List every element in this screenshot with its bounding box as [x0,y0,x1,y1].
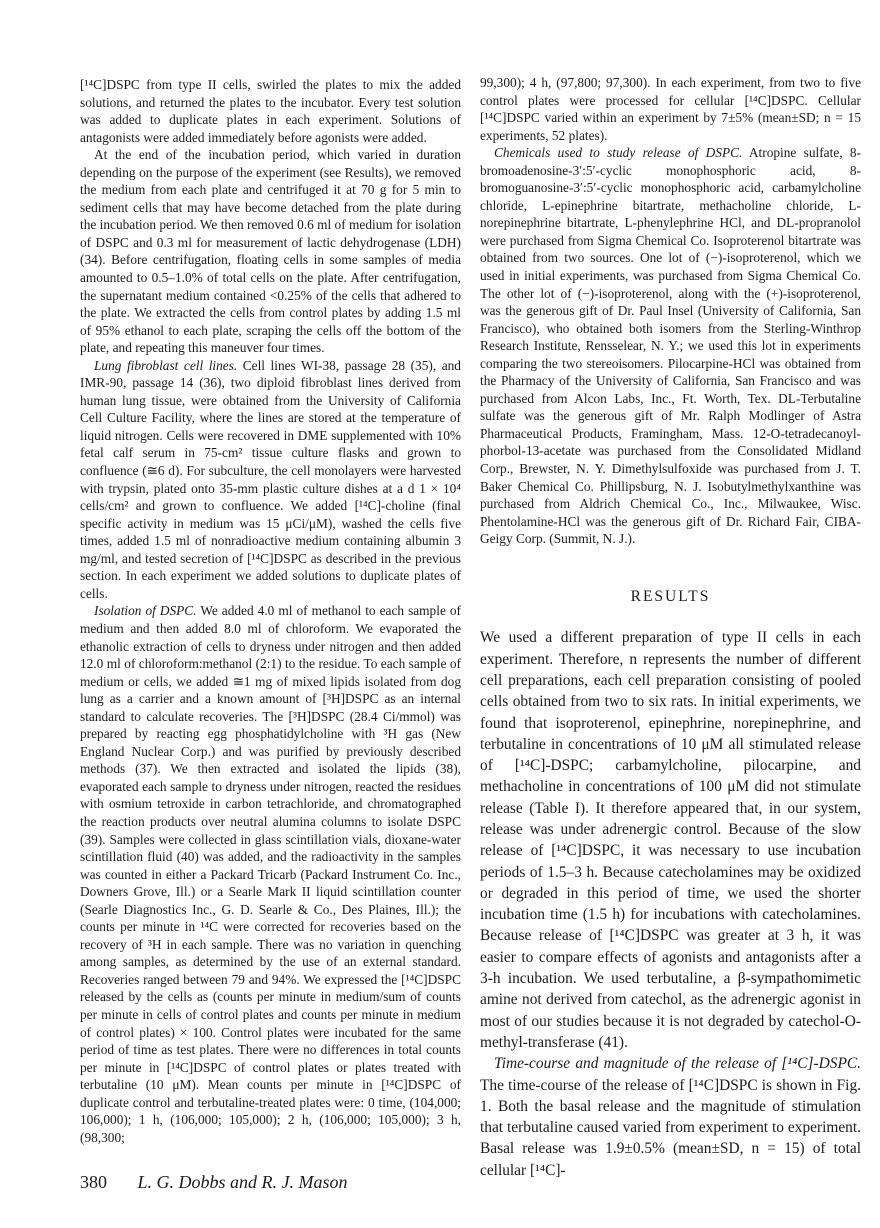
section-heading-results: RESULTS [630,587,711,605]
paragraph-fibroblast [80,357,461,603]
paragraph-isolation [80,602,461,1146]
paragraph-results-intro: We used a different preparation of type II cells in each experiment. Therefore, n represents the number of different cell preparations, each cell preparation consisting of pooled cells obtained from two to six rats. In initial experiments, we found that isoproterenol, epinephrine, norepinephrine, and terbutaline in concentrations of 10 μM all stimulated release of [¹⁴C]-DSPC; carbamylcholine, pilocarpine, and methacholine in concentrations of 100 μM did not stimulate release (Table I). It therefore appeared that, in our system, release was under adrenergic control. Because of the slow release of [¹⁴C]DSPC, it was necessary to use incubation periods of 1.5–3 h. Because catecholamines may be oxidized or degraded in this period of time, we used the shorter incubation time (1.5 h) for incubations with catecholamines. Because release of [¹⁴C]DSPC was greater at 3 h, it was easier to compare effects of agonists and antagonists after a 3-h incubation. We used terbutaline, a β-sympathomimetic amine not derived from catechol, as the adrenergic agonist in most of our studies because it is not degraded by catechol-O-methyl-transferase (41). [480,629,861,1051]
right-column [480,74,861,1181]
paragraph-time-course-text: The time-course of the release of [¹⁴C]DSPC is shown in Fig. 1. Both the basal release and the magnitude of stimulation that terbutaline caused varied from experiment to experiment. Basal release was 1.9±0.5% (mean±SD, n = 15) of total cellular [¹⁴C]- [480,1076,861,1179]
results-body [480,627,861,1181]
paragraph-isolation-text: We added 4.0 ml of methanol to each sample of medium and then added 8.0 ml of chloroform. We evaporated the ethanolic extraction of cells to dryness under nitrogen and then added 12.0 ml of chloroform:methanol (2:1) to the residue. To each sample of medium or cells, we added ≅1 mg of mixed lipids isolated from dog lung as a carrier and a known amount of [³H]DSPC as an internal standard to calculate recoveries. The [³H]DSPC (28.4 Ci/mmol) was prepared by reacting egg phosphatidylcholine with ³H gas (New England Nuclear Corp.) and was purified by previously described methods (37). We then extracted and isolated the lipids (38), evaporated each sample to dryness under nitrogen, reacted the residues with osmium tetroxide in carbon tetrachloride, and chromatographed the reaction products over neutral alumina columns to isolate DSPC (39). Samples were collected in glass scintillation vials, dioxane-water scintillation fluid (40) was added, and the radioactivity in the samples was counted in either a Packard Tricarb (Packard Instrument Co. Inc., Downers Grove, Ill.) or a Searle Mark II liquid scintillation counter (Searle Diagnostics Inc., G. D. Searle & Co., Des Plaines, Ill.); the counts per minute in ¹⁴C were corrected for recoveries based on the recovery of ³H in each sample. There was no variation in quenching among samples, as determined by the use of an external standard. Recoveries ranged between 79 and 94%. We expressed the [¹⁴C]DSPC released by the cells as (counts per minute in medium/sum of counts per minute in cells of control plates and counts per minute in medium of control plates) × 100. Control plates were incubated for the same period of time as test plates. There were no differences in total counts per minute in [¹⁴C]DSPC of control plates or plates treated with terbutaline (10 μM). Mean counts per minute in [¹⁴C]DSPC of duplicate control and terbutaline-treated plates were: 0 time, (104,000; 106,000); 1 h, (106,000; 105,000); 2 h, (106,000; 105,000); 3 h, (98,300; [80,603,461,1145]
paragraph-time-course [480,1053,861,1181]
runin-heading-isolation: Isolation of DSPC. [94,603,197,619]
runin-heading-chemicals: Chemicals used to study release of DSPC. [494,145,743,161]
runin-heading-fibroblast: Lung fibroblast cell lines. [94,357,238,373]
running-authors: L. G. Dobbs and R. J. Mason [137,1172,348,1192]
paragraph-continuation: [¹⁴C]DSPC from type II cells, swirled the plates to mix the added solutions, and returned the plates to the incubator. Every test solution was added to duplicate plates in each experiment. Solutions of antagonists were added immediately before agonists were added. [80,77,461,145]
paragraph-fibroblast-text: Cell lines WI-38, passage 28 (35), and IMR-90, passage 14 (36), two diploid fibroblast lines derived from human lung tissue, were obtained from the University of California Cell Culture Facility, where the lines are stored at the temperature of liquid nitrogen. Cells were recovered in DME supplemented with 10% fetal calf serum in 75-cm² tissue culture flasks and grown to confluence (≅6 d). For subculture, the cell monolayers were harvested with trypsin, plated onto 35-mm plastic culture dishes at a d 1 × 10⁴ cells/cm² and grown to confluence. We added [¹⁴C]-choline (final specific activity in medium was 15 μCi/μM), washed the cells five times, added 1.5 ml of nonradioactive medium containing albumin 3 mg/ml, and tested secretion of [¹⁴C]DSPC as described in the previous section. In each experiment we added solutions to duplicate plates of cells. [80,357,461,601]
left-column [80,76,461,1146]
paragraph-incubation: At the end of the incubation period, which varied in duration depending on the purpose of the experiment (see Results), we removed the medium from each plate and centrifuged it at 70 g for 5 min to sediment cells that may have become detached from the plate during the incubation period. We then removed 0.6 ml of medium for isolation of DSPC and 0.3 ml for measurement of lactic dehydrogenase (LDH) (34). Before centrifugation, floating cells in some samples of media amounted to 0.5–1.0% of total cells on the plate. After centrifugation, the supernatant medium contained <0.25% of the cells that adhered to the plate. We extracted the cells from control plates by adding 1.5 ml of 95% ethanol to each plate, scraping the cells off the bottom of the plate, and repeating this maneuver four times. [80,147,461,356]
page-number: 380 [80,1172,107,1192]
runin-heading-time-course: Time-course and magnitude of the release of [¹⁴C]-DSPC. [494,1055,861,1073]
paragraph-counts-continuation: 99,300); 4 h, (97,800; 97,300). In each experiment, from two to five control plates were processed for cellular [¹⁴C]DSPC. Cellular [¹⁴C]DSPC varied within an experiment by 7±5% (mean±SD; n = 15 experiments, 52 plates). [480,75,861,143]
page-footer [80,1172,500,1193]
paragraph-chemicals [480,144,861,548]
paragraph-chemicals-text: Atropine sulfate, 8-bromoadenosine-3′:5′-cyclic monophosphoric acid, 8-bromoguanosine-3′:5′-cyclic monophosphoric acid, carbamylcholine chloride, L-epinephrine bitartrate, methacholine chloride, L-norepinephrine bitartrate, L-phenylephrine HCl, and DL-propranolol were purchased from Sigma Chemical Co. Isoproterenol bitartrate was obtained from two sources. One lot of (−)-isoproterenol, which we used in initial experiments, was purchased from Sigma Chemical Co. The other lot of (−)-isoproterenol, along with the (+)-isoproterenol, was the generous gift of Dr. Paul Insel (University of California, San Francisco), who obtained both isomers from the Sterling-Winthrop Research Institute, Rensselear, N. Y.; we used this lot in experiments comparing the two stereoisomers. Pilocarpine-HCl was obtained from the Pharmacy of the University of California, San Francisco and was purchased from Alcon Labs, Inc., Ft. Worth, Tex. DL-Terbutaline sulfate was the generous gift of Mr. Ralph Modlinger of Astra Pharmaceutical Products, Framingham, Mass. 12-O-tetradecanoyl-phorbol-13-acetate was purchased from the Consolidated Midland Corp., Brewster, N. Y. Dimethylsulfoxide was purchased from J. T. Baker Chemical Co. Phillipsburg, N. J. Isobutylmethylxanthine was purchased from Aldrich Chemical Co., Inc., Milwaukee, Wisc. Phentolamine-HCl was the generous gift of Dr. Richard Fair, CIBA-Geigy Corp. (Summit, N. J.). [480,145,862,547]
